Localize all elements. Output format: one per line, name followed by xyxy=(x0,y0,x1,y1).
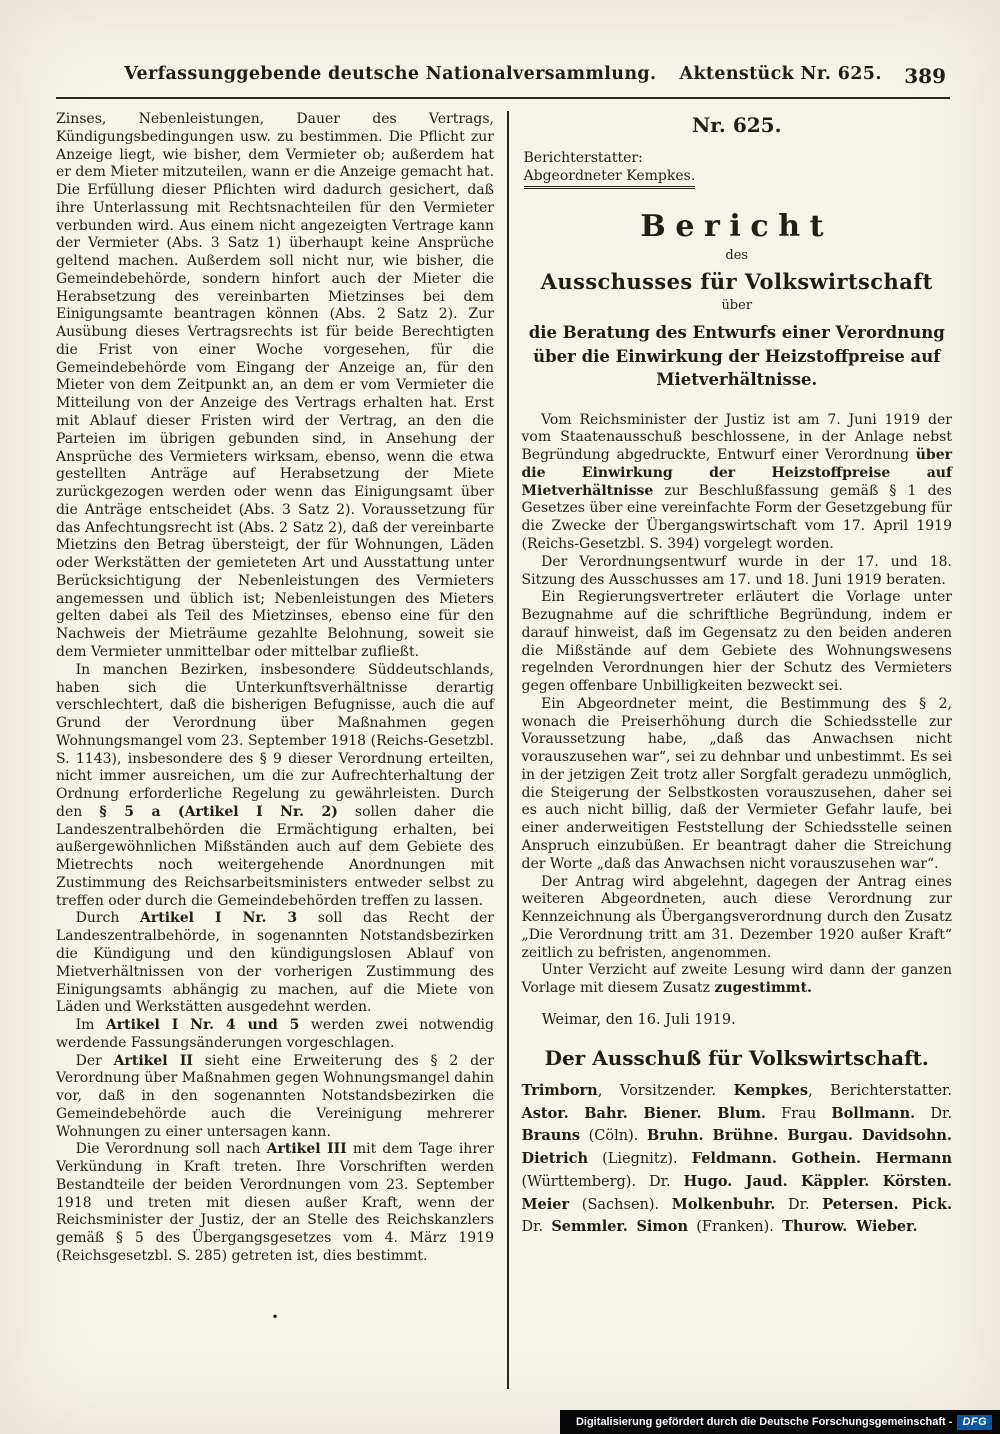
paragraph: Vom Reichsminister der Justiz ist am 7. Juni 1919 der vom Staatenausschuß beschlossene, in der Anlage nebst Begründung abgedruckte, Entwurf einer Verordnung über die Einwirkung der Heizstoffpreise auf Mietverhältnisse zur Beschlußfassung gemäß § 1 des Gesetzes über eine vereinfachte Form der Gesetzgebung für die Zwecke der Übergangswirtschaft vom 17. April 1919 (Reichs-Gesetzbl. S. 394) vorgelegt worden. xyxy=(521,411,952,552)
members-list: Trimborn, Vorsitzender. Kempkes, Berichterstatter. Astor. Bahr. Biener. Blum. Frau Bollmann. Dr. Brauns (Cöln). Bruhn. Brühne. Burgau. Davidsohn. Dietrich (Liegnitz). Feldmann. Gothein. Hermann (Württemberg). Dr. Hugo. Jaud. Käppler. Körsten. Meier (Sachsen). Molkenbuhr. Dr. Petersen. Pick. Dr. Semmler. Simon (Franken). Thurow. Wieber. xyxy=(521,1081,953,1236)
reporter-block xyxy=(524,149,953,189)
paragraph: Der Artikel II sieht eine Erweiterung des § 2 der Verordnung über Maßnahmen gegen Wohnungsmangel dahin vor, daß in den sogenannten Notstandsbezirken die Gemeindebehörde auch die Vereinigung mehrerer Wohnungen zu einer untersagen kann. xyxy=(56,1052,495,1140)
page-header xyxy=(0,0,1000,99)
reporter-name: Abgeordneter Kempkes. xyxy=(524,167,696,189)
document-reference: Aktenstück Nr. 625. xyxy=(679,64,882,84)
reporter-label: Berichterstatter: xyxy=(523,150,643,166)
digitization-footer xyxy=(560,1410,1000,1434)
paragraph: Ein Abgeordneter meint, die Bestimmung des § 2, wonach die Preiserhöhung durch die Schiedsstelle zur Voraussetzung habe, „daß das Anwachsen nicht vorauszusehen war“, sei zu dehnbar und unbestimmt. Es sei in der jetzigen Zeit trotz aller Sorgfalt geradezu unmöglich, die Steigerung der Selbstkosten vorauszusehen, daher sei es auch nicht billig, daß der Vermieter Gefahr laufe, bei einer anderweitigen Feststellung der Schiedsstelle seinen Anspruch einzubüßen. Er beantragt daher die Streichung der Worte „daß das Anwachsen nicht vorauszusehen war“. xyxy=(521,695,952,872)
two-column-body xyxy=(0,99,1000,1389)
paragraph: Zinses, Nebenleistungen, Dauer des Vertrags, Kündigungsbedingungen usw. zu bestimmen. Die Pflicht zur Anzeige liegt, wie bisher, dem Vermieter ob; außerdem hat er dem Mieter mitzuteilen, wann er die Anzeige gemacht hat. Die Erfüllung dieser Pflichten wird dadurch gesichert, daß ihre Unterlassung mit Rechtsnachteilen für den Vermieter verbunden wird. Aus einem nicht angezeigten Vertrage kann der Vermieter (Abs. 3 Satz 1) überhaupt keine Ansprüche geltend machen. Außerdem soll nicht nur, wie bisher, die Gemeindebehörde, sondern hinfort auch der Mieter die Herabsetzung des vereinbarten Mietzinses bei dem Einigungsamte beantragen können (Abs. 2 Satz 2). Zur Ausübung dieses Vertragsrechts ist für beide Berechtigten die Frist von einer Woche vorgesehen, für die Gemeindebehörde vom Eingang der Anzeige an, für den Mieter von dem Zeitpunkt an, an dem er vom Vermieter die Mitteilung von der Anzeige des Vertrags erhalten hat. Erst mit Ablauf dieser Fristen wird der Vertrag, an den die Parteien im übrigen gebunden sind, in Ansehung der Ansprüche des Vermieters wirksam, ebenso, wenn die etwa gestellten Anträge auf Herabsetzung der Miete zurückgezogen werden oder wenn das Einigungsamt über die Anträge entscheidet (Abs. 3 Satz 2). Voraussetzung für das Anfechtungsrecht ist (Abs. 2 Satz 2), daß der vereinbarte Mietzins den Betrag übersteigt, der für Wohnungen, Läden oder Werkstätten der gemieteten Art und Ausstattung unter Berücksichtigung der Nebenleistungen des Vermieters angemessen und üblich ist; Nebenleistungen des Mieters gelten dabei als Teil des Mietzinses, ebenso eine für den Nachweis der Mieträume gezahlte Belohnung, soweit sie dem Vermieter unmittelbar oder mittelbar zufließt. xyxy=(56,111,495,660)
report-of: des xyxy=(725,248,749,264)
end-mark-dot: • xyxy=(271,1309,279,1324)
dfg-logo: DFG xyxy=(957,1415,992,1430)
left-column xyxy=(56,111,494,1389)
committee-signature-title: Der Ausschuß für Volkswirtschaft. xyxy=(544,1045,929,1070)
right-column xyxy=(522,111,953,1389)
paragraph: Im Artikel I Nr. 4 und 5 werden zwei notwendig werdende Fassungsänderungen vorgeschlagen. xyxy=(56,1017,494,1051)
running-head xyxy=(56,64,950,90)
paragraph: In manchen Bezirken, insbesondere Süddeutschlands, haben sich die Unterkunftsverhältnisse derartig verschlechtert, daß die bisherigen Befugnisse, auch die auf Grund der Verordnung über Maßnahmen gegen Wohnungsmangel vom 23. September 1918 (Reichs-Gesetzbl. S. 1143), insbesondere des § 9 dieser Verordnung erteilten, nicht immer ausreichen, um die zur Aufrechterhaltung der Ordnung erforderliche Regelung zu gewährleisten. Durch den § 5 a (Artikel I Nr. 2) sollen daher die Landeszentralbehörden die Ermächtigung erhalten, bei außergewöhnlichen Mißständen auch auf dem Gebiete des Mietrechts noch weitergehende Anordnungen mit Zustimmung des Reichsarbeitsministers entweder selbst zu treffen oder durch die Gemeindebehörden treffen zu lassen. xyxy=(56,661,494,909)
report-about: über xyxy=(721,298,753,314)
report-title: Bericht xyxy=(640,209,834,245)
paragraph: Unter Verzicht auf zweite Lesung wird dann der ganzen Vorlage mit diesem Zusatz zugestimmt. xyxy=(521,962,952,997)
assembly-title: Verfassunggebende deutsche Nationalversammlung. xyxy=(124,64,657,84)
report-subject: die Beratung des Entwurfs einer Verordnung über die Einwirkung der Heizstoffpreise auf Mietverhältnisse. xyxy=(528,323,945,390)
page-number: 389 xyxy=(904,64,946,88)
paragraph: Der Verordnungsentwurf wurde in der 17. und 18. Sitzung des Ausschusses am 17. und 18. Juni 1919 beraten. xyxy=(521,553,952,588)
column-divider-rule xyxy=(507,111,509,1389)
paragraph: Durch Artikel I Nr. 3 soll das Recht der Landeszentralbehörde, in sogenannten Notstandsbezirken die Kündigung und den kündigungslosen Ablauf von Mietverhältnissen von der vorherigen Zustimmung des Einigungsamts abhängig zu machen, auf die Miete von Läden und Werkstätten ausgedehnt werden. xyxy=(56,910,494,1016)
paragraph: Der Antrag wird abgelehnt, dagegen der Antrag eines weiteren Abgeordneten, auch diese Verordnung zur Kennzeichnung als Übergangsverordnung durch den Zusatz „Die Verordnung tritt am 31. Dezember 1920 außer Kraft“ zeitlich zu befristen, angenommen. xyxy=(521,873,952,961)
dateline: Weimar, den 16. Juli 1919. xyxy=(541,1011,736,1028)
committee-name: Ausschusses für Volkswirtschaft xyxy=(540,269,933,295)
paragraph: Ein Regierungsvertreter erläutert die Vorlage unter Bezugnahme auf die schriftliche Begründung, indem er darauf hinweist, daß im Gegensatz zu den beiden anderen die Mißstände auf dem Gebiete des Wohnungswesens regelnden Verordnungen hier der Schutz des Vermieters gegen offenbare Unbilligkeiten bezweckt sei. xyxy=(521,589,952,695)
paragraph: Die Verordnung soll nach Artikel III mit dem Tage ihrer Verkündung in Kraft treten. Ihre Vorschriften werden Bestandteile der beiden Verordnungen vom 23. September 1918 und treten mit diesen außer Kraft, wenn der Reichsminister der Justiz, der an Stelle des Reichskanzlers gemäß § 5 des Übergangsgesetzes vom 4. März 1919 (Reichsgesetzbl. S. 285) getreten ist, dies bestimmt. xyxy=(56,1141,494,1264)
report-number: Nr. 625. xyxy=(691,113,782,137)
digitization-note: Digitalisierung gefördert durch die Deutsche Forschungsgemeinschaft - xyxy=(575,1416,953,1428)
